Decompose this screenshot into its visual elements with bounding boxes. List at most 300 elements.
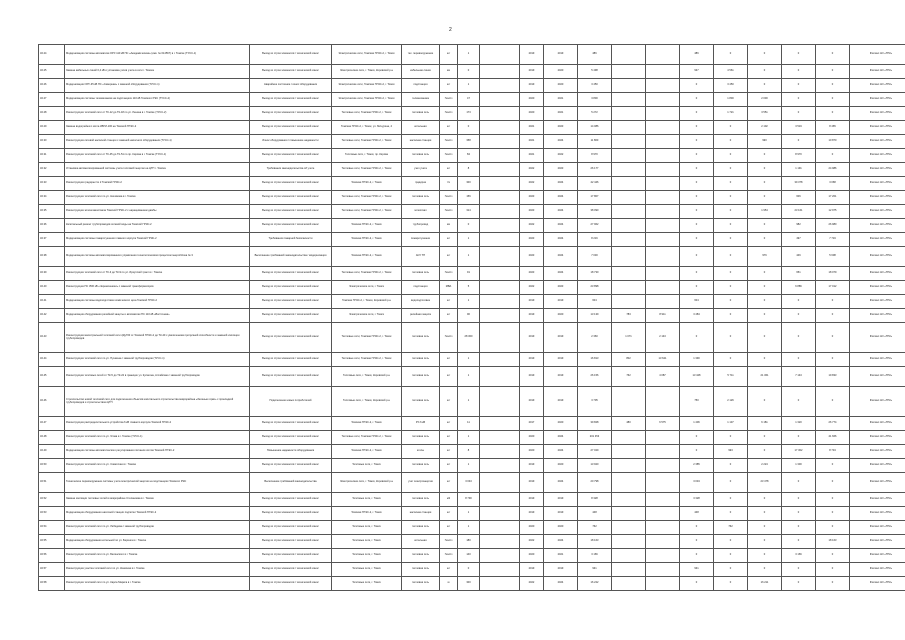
cell-spacer <box>480 549 520 563</box>
cell-v2 <box>612 577 646 591</box>
cell-sub: тех. перевооружение <box>402 45 440 65</box>
cell-name: Реконструкция тепловой сети по ул. Лебедева с заменой трубопроводов <box>65 521 250 535</box>
cell-v6: 0 <box>748 295 782 309</box>
cell-v2: 762 <box>612 367 646 387</box>
cell-v6: 0 <box>748 233 782 247</box>
cell-basis: Подключение новых потребителей <box>250 387 332 417</box>
cell-sub: тепловая сеть <box>402 191 440 205</box>
cell-v2 <box>612 45 646 65</box>
cell-v2 <box>612 149 646 163</box>
cell-qty: 5 <box>458 281 480 295</box>
cell-v8: 0 <box>816 309 850 323</box>
cell-qty: 1 <box>458 353 480 367</box>
cell-v4: 1 406 <box>680 417 714 431</box>
cell-v7: 982 <box>782 219 816 233</box>
cell-resp: Филиал АО «ТРК» <box>850 79 905 93</box>
table-row <box>39 247 905 267</box>
cell-spacer <box>480 535 520 549</box>
cell-resp: Филиал АО «ТРК» <box>850 507 905 521</box>
cell-v4: 0 <box>680 177 714 191</box>
cell-v4: 0 <box>680 549 714 563</box>
cell-spacer <box>480 493 520 507</box>
table-row <box>39 219 905 233</box>
cell-v7: 3 519 <box>782 121 816 135</box>
table-row <box>39 121 905 135</box>
cell-resp: Филиал АО «ТРК» <box>850 121 905 135</box>
cell-spacer <box>480 459 520 473</box>
cell-v5: 0 <box>714 45 748 65</box>
cell-v7: 606 <box>782 191 816 205</box>
cell-v5: 0 <box>714 459 748 473</box>
cell-v3 <box>646 281 680 295</box>
cell-v4: 0 <box>680 191 714 205</box>
table-row <box>39 191 905 205</box>
cell-v5: 0 <box>714 191 748 205</box>
cell-v6: 976 <box>748 247 782 267</box>
cell-v1: 762 <box>578 521 612 535</box>
cell-v8: 0 <box>816 149 850 163</box>
cell-basis: Выход из строя элементов / технический износ <box>250 309 332 323</box>
cell-spacer <box>480 577 520 591</box>
cell-basis: Выход из строя элементов / технический износ <box>250 367 332 387</box>
cell-sub: тепловая сеть <box>402 367 440 387</box>
cell-v6: 0 <box>748 177 782 191</box>
cell-start: 2023 <box>520 233 544 247</box>
cell-start: 2022 <box>520 281 544 295</box>
cell-v2 <box>612 535 646 549</box>
cell-v2 <box>612 135 646 149</box>
cell-v5: 0 <box>714 247 748 267</box>
cell-end: 2023 <box>544 121 578 135</box>
cell-v6: 0 <box>748 281 782 295</box>
cell-location: Тепловые сети, Томская ГРЭС-2, г. Томск <box>332 191 402 205</box>
cell-qty: 156 <box>458 191 480 205</box>
cell-sub: пожаротушение <box>402 233 440 247</box>
cell-name: Техническое перевооружение системы учета электрической энергии на подстанциях Томского РЭС <box>65 473 250 493</box>
cell-start: 2019 <box>520 459 544 473</box>
cell-qty: 1 <box>458 45 480 65</box>
table-row <box>39 535 905 549</box>
cell-end: 2024 <box>544 445 578 459</box>
cell-v5: 0 <box>714 535 748 549</box>
cell-basis: Выход из строя элементов / технический износ <box>250 431 332 445</box>
cell-v8: 5 608 <box>816 247 850 267</box>
cell-end: 2020 <box>544 65 578 79</box>
cell-v4: 3 034 <box>680 473 714 493</box>
cell-basis: Выход из строя элементов / технический износ <box>250 549 332 563</box>
cell-v3 <box>646 549 680 563</box>
cell-sub: тепловая сеть <box>402 267 440 281</box>
cell-id: 32.41 <box>39 295 65 309</box>
cell-start: 2019 <box>520 493 544 507</box>
cell-v5: 5 711 <box>714 367 748 387</box>
cell-v8: 0 <box>816 323 850 353</box>
cell-start: 2022 <box>520 163 544 177</box>
cell-v8: 0 <box>816 353 850 367</box>
cell-unit: шт <box>440 459 458 473</box>
cell-v5: 0 <box>714 149 748 163</box>
cell-unit: м3 <box>440 493 458 507</box>
cell-qty: 1 <box>458 387 480 417</box>
cell-unit: шт <box>440 417 458 431</box>
cell-id: 32.38 <box>39 247 65 267</box>
cell-qty: 11 <box>458 417 480 431</box>
cell-start: 2019 <box>520 507 544 521</box>
cell-v8: 19 833 <box>816 367 850 387</box>
cell-v6: 21 361 <box>748 367 782 387</box>
cell-v7: 23 161 <box>782 205 816 219</box>
cell-v8: 0 <box>816 493 850 507</box>
cell-v6: 0 <box>748 445 782 459</box>
cell-v5: 0 <box>714 121 748 135</box>
cell-v7: 446 <box>782 247 816 267</box>
cell-location: Томская ГРЭС-2, г. Томск, ул. Мичурина, 4 <box>332 121 402 135</box>
cell-v6: 0 <box>748 323 782 353</box>
cell-v7: 6 886 <box>782 281 816 295</box>
cell-v3 <box>646 65 680 79</box>
cell-resp: Филиал АО «ТРК» <box>850 65 905 79</box>
cell-location: Тепловые сети, Томская ГРЭС-2, г. Томск <box>332 431 402 445</box>
cell-v5: 0 <box>714 219 748 233</box>
cell-sub: тепловая сеть <box>402 493 440 507</box>
table-row <box>39 323 905 353</box>
cell-unit: шт <box>440 309 458 323</box>
cell-v2 <box>612 107 646 121</box>
cell-v8: 12 975 <box>816 205 850 219</box>
cell-unit: т/ч <box>440 177 458 191</box>
cell-sub: тепловая сеть <box>402 577 440 591</box>
cell-id: 32.50 <box>39 459 65 473</box>
cell-resp: Филиал АО «ТРК» <box>850 445 905 459</box>
cell-name: Реконструкция золошлакоотвала Томской ГРЭС-2 с наращиванием дамбы <box>65 205 250 219</box>
cell-end: 2021 <box>544 549 578 563</box>
cell-v2 <box>612 163 646 177</box>
cell-v8: 0 <box>816 577 850 591</box>
cell-v2 <box>612 65 646 79</box>
cell-name: Реконструкция тепловой сети по ул. Пушкина с заменой трубопроводов (ТУСС-1) <box>65 353 250 367</box>
cell-name: Замена водогрейного котла КВГМ-100 на Томской ГРЭС-2 <box>65 121 250 135</box>
cell-v1: 26 177 <box>578 163 612 177</box>
cell-end: 2019 <box>544 323 578 353</box>
cell-location: Электрические сети, г. Томск, Кировский р-н <box>332 65 402 79</box>
cell-v8: 0 <box>816 507 850 521</box>
cell-v3 <box>646 107 680 121</box>
cell-name: Реконструкция ПС 35/6 кВ «Черемошники» с заменой трансформаторов <box>65 281 250 295</box>
cell-v3 <box>646 163 680 177</box>
cell-v1: 18 163 <box>578 535 612 549</box>
cell-spacer <box>480 163 520 177</box>
cell-unit: шт <box>440 45 458 65</box>
cell-start: 2020 <box>520 521 544 535</box>
cell-start: 2022 <box>520 535 544 549</box>
cell-resp: Филиал АО «ТРК» <box>850 387 905 417</box>
cell-location: Электрические сети, г. Томск <box>332 309 402 323</box>
cell-spacer <box>480 417 520 431</box>
cell-end: 2019 <box>544 387 578 417</box>
cell-v1: 16 813 <box>578 353 612 367</box>
cell-qty: 173 <box>458 107 480 121</box>
cell-name: Модернизация системы автоматики ОРУ-110 кВ ПС «Академическая» (инв. № 014567) в г. Томске (ТУСС-1) <box>65 45 250 65</box>
cell-spacer <box>480 431 520 445</box>
cell-v7: 0 <box>782 535 816 549</box>
cell-v7: 651 <box>782 267 816 281</box>
cell-location: Томская ГРЭС-2, г. Томск <box>332 445 402 459</box>
cell-id: 32.56 <box>39 549 65 563</box>
cell-name: Модернизация системы водоподготовки химического цеха Томской ГРЭС-2 <box>65 295 250 309</box>
cell-unit: шт <box>440 521 458 535</box>
cell-v5: 1 137 <box>714 417 748 431</box>
cell-basis: Аварийное состояние / износ оборудования <box>250 79 332 93</box>
table-row <box>39 459 905 473</box>
cell-v4: 3 328 <box>680 493 714 507</box>
cell-basis: Выход из строя элементов / технический износ <box>250 295 332 309</box>
table-row <box>39 65 905 79</box>
cell-resp: Филиал АО «ТРК» <box>850 417 905 431</box>
cell-unit: шт <box>440 79 458 93</box>
cell-resp: Филиал АО «ТРК» <box>850 563 905 577</box>
cell-qty: 3 043 <box>458 473 480 493</box>
cell-resp: Филиал АО «ТРК» <box>850 163 905 177</box>
cell-sub: тепловая сеть <box>402 323 440 353</box>
cell-v3 <box>646 233 680 247</box>
cell-sub: узел учета <box>402 163 440 177</box>
cell-v8: 0 <box>816 521 850 535</box>
cell-spacer <box>480 267 520 281</box>
cell-v6: 23 478 <box>748 473 782 493</box>
cell-resp: Филиал АО «ТРК» <box>850 135 905 149</box>
cell-resp: Филиал АО «ТРК» <box>850 493 905 507</box>
cell-end: 2020 <box>544 417 578 431</box>
cell-start: 2019 <box>520 353 544 367</box>
cell-basis: Выход из строя элементов / технический износ <box>250 177 332 191</box>
cell-basis: Выход из строя элементов / технический износ <box>250 577 332 591</box>
cell-location: Тепловые сети, г. Томск <box>332 563 402 577</box>
table-row <box>39 93 905 107</box>
cell-end: 2019 <box>544 45 578 65</box>
cell-v7: 0 <box>782 65 816 79</box>
cell-v5: 0 <box>714 309 748 323</box>
cell-v5: 0 <box>714 493 748 507</box>
cell-sub: насосная станция <box>402 135 440 149</box>
table-row <box>39 107 905 121</box>
cell-name: Реконструкция участка тепловой сети по ул. Киевская в г. Томске <box>65 563 250 577</box>
cell-sub: водоподготовка <box>402 295 440 309</box>
table-body <box>39 45 905 591</box>
cell-unit: шт <box>440 353 458 367</box>
cell-v1: 27 029 <box>578 445 612 459</box>
cell-start: 2019 <box>520 65 544 79</box>
cell-start: 2019 <box>520 295 544 309</box>
cell-unit: шт <box>440 247 458 267</box>
cell-location: Тепловые сети, г. Томск <box>332 535 402 549</box>
cell-name: Реконструкция сетевой насосной станции с заменой насосного оборудования (ТУСС-1) <box>65 135 250 149</box>
cell-basis: Выход из строя элементов / технический износ <box>250 323 332 353</box>
cell-resp: Филиал АО «ТРК» <box>850 267 905 281</box>
cell-sub: тепловая сеть <box>402 107 440 121</box>
cell-v3 <box>646 219 680 233</box>
cell-unit: шт <box>440 163 458 177</box>
cell-end: 2024 <box>544 267 578 281</box>
cell-sub: тепловая сеть <box>402 387 440 417</box>
cell-end: 2019 <box>544 353 578 367</box>
cell-location: Электрические сети, Томская ГРЭС-2, г. Томск <box>332 79 402 93</box>
cell-end: 2020 <box>544 459 578 473</box>
cell-basis: Выход из строя элементов / технический износ <box>250 121 332 135</box>
cell-resp: Филиал АО «ТРК» <box>850 521 905 535</box>
cell-id: 32.57 <box>39 563 65 577</box>
cell-v1: 14 086 <box>578 121 612 135</box>
cell-id: 32.30 <box>39 135 65 149</box>
cell-resp: Филиал АО «ТРК» <box>850 431 905 445</box>
cell-v3 <box>646 473 680 493</box>
cell-name: Модернизация оборудования котельной по ул. Беринга в г. Томске <box>65 535 250 549</box>
cell-qty: 1 <box>458 431 480 445</box>
cell-v6: 6 181 <box>748 417 782 431</box>
cell-name: Реконструкция тепловой сети от ТК-45 до ТК-51 по пр. Кирова в г. Томске (ТУСС-1) <box>65 149 250 163</box>
cell-basis: Выход из строя элементов / технический износ <box>250 267 332 281</box>
cell-unit: шт <box>440 295 458 309</box>
cell-basis: Выполнение требований законодательства / модернизация <box>250 247 332 267</box>
cell-v1: 3 450 <box>578 79 612 93</box>
cell-v2: 480 <box>612 417 646 431</box>
cell-sub: тепловая сеть <box>402 563 440 577</box>
cell-v3 <box>646 205 680 219</box>
cell-basis: Выход из строя элементов / технический износ <box>250 493 332 507</box>
cell-id: 32.36 <box>39 219 65 233</box>
cell-v2 <box>612 549 646 563</box>
cell-id: 32.47 <box>39 417 65 431</box>
cell-v8: 0 <box>816 459 850 473</box>
cell-id: 32.49 <box>39 445 65 459</box>
cell-v6: 2 102 <box>748 121 782 135</box>
cell-name: Реконструкция тепловой сети от ТК-3 до ТК-9 по ул. Иркутский тракт в г. Томске <box>65 267 250 281</box>
cell-id: 32.44 <box>39 353 65 367</box>
cell-name: Модернизация оборудования насосной станции подпитки Томской ГРЭС-2 <box>65 507 250 521</box>
cell-v7: 0 <box>782 323 816 353</box>
cell-v6: 16 211 <box>748 577 782 591</box>
cell-v2 <box>612 387 646 417</box>
cell-qty: 1 <box>458 507 480 521</box>
cell-v8: 0 <box>816 295 850 309</box>
cell-location: Томская ГРЭС-2, г. Томск <box>332 247 402 267</box>
cell-v1: 931 <box>578 563 612 577</box>
cell-v7: 0 <box>782 295 816 309</box>
cell-v3: 13 621 <box>646 353 680 367</box>
cell-start: 2019 <box>520 387 544 417</box>
cell-id: 32.28 <box>39 107 65 121</box>
cell-v6: 2 224 <box>748 459 782 473</box>
cell-v8: 8 465 <box>816 121 850 135</box>
cell-v4: 0 <box>680 247 714 267</box>
cell-v5: 0 <box>714 577 748 591</box>
cell-end: 2019 <box>544 507 578 521</box>
cell-basis: Выход из строя элементов / технический износ <box>250 563 332 577</box>
cell-location: Электрические сети, г. Томск <box>332 281 402 295</box>
cell-v4: 0 <box>680 107 714 121</box>
cell-v6: 0 <box>748 219 782 233</box>
cell-resp: Филиал АО «ТРК» <box>850 323 905 353</box>
cell-v3 <box>646 493 680 507</box>
cell-v7: 17 302 <box>782 445 816 459</box>
cell-location: Тепловые сети, г. Томск, Кировский р-н <box>332 367 402 387</box>
cell-spacer <box>480 281 520 295</box>
cell-unit: Гкал/ч <box>440 205 458 219</box>
cell-v3: 2 143 <box>646 323 680 353</box>
cell-v5: 0 <box>714 267 748 281</box>
cell-start: 2023 <box>520 205 544 219</box>
cell-sub: котельная <box>402 535 440 549</box>
cell-v8: 0 <box>816 79 850 93</box>
cell-v5: 0 <box>714 205 748 219</box>
cell-v4: 13 428 <box>680 367 714 387</box>
cell-v3 <box>646 79 680 93</box>
cell-sub: котлы <box>402 445 440 459</box>
cell-end: 2020 <box>544 521 578 535</box>
cell-basis: Выход из строя элементов / технический износ <box>250 93 332 107</box>
cell-name: Строительство новой тепловой сети для подключения объектов капитального строительства микрорайона «Зеленые горки» с прокладкой трубопроводов и строительством ЦТП <box>65 387 250 417</box>
cell-name: Реконструкция магистральной тепловой сети 2Ду700 от Томской ГРЭС-2 до ТК-40 с увеличением пропускной способности и заменой изоляции трубопроводов <box>65 323 250 353</box>
cell-v3 <box>646 177 680 191</box>
cell-qty: 1 <box>458 367 480 387</box>
cell-v7: 0 <box>782 135 816 149</box>
cell-start: 2022 <box>520 219 544 233</box>
cell-location: Тепловые сети, г. Томск, Кировский р-н <box>332 387 402 417</box>
cell-v6: 3 551 <box>748 107 782 121</box>
cell-name: Реконструкция тепловой сети по ул. Нахимова в г. Томске <box>65 191 250 205</box>
cell-v8: 0 <box>816 549 850 563</box>
cell-qty: 90 <box>458 309 480 323</box>
cell-unit: шт <box>440 367 458 387</box>
cell-resp: Филиал АО «ТРК» <box>850 219 905 233</box>
cell-location: Тепловые сети, Томская ГРЭС-2, г. Томск <box>332 323 402 353</box>
cell-location: Томская ГРЭС-2, г. Томск <box>332 417 402 431</box>
cell-v6: 0 <box>748 521 782 535</box>
cell-qty: 0 <box>458 65 480 79</box>
cell-location: Томская ГРЭС-2, г. Томск <box>332 177 402 191</box>
cell-v7: 0 <box>782 93 816 107</box>
cell-start: 2020 <box>520 93 544 107</box>
table-row <box>39 445 905 459</box>
cell-v1: 2 360 <box>578 323 612 353</box>
cell-id: 32.55 <box>39 535 65 549</box>
cell-sub: тепловая сеть <box>402 149 440 163</box>
cell-spacer <box>480 135 520 149</box>
cell-basis: Выход из строя элементов / технический износ <box>250 65 332 79</box>
cell-qty: 1 <box>458 459 480 473</box>
cell-location: Тепловые сети, Томская ГРЭС-2, г. Томск <box>332 107 402 121</box>
cell-v4: 486 <box>680 45 714 65</box>
cell-v8: 10 870 <box>816 135 850 149</box>
cell-v8: 8 734 <box>816 445 850 459</box>
cell-v5: 0 <box>714 177 748 191</box>
cell-unit: шт <box>440 121 458 135</box>
cell-basis: Выход из строя элементов / технический износ <box>250 417 332 431</box>
cell-v1: 38 090 <box>578 205 612 219</box>
cell-unit: Гкал/ч <box>440 135 458 149</box>
cell-name: Реконструкция тепловых сетей от ТК-5 до ТК-22 в границах ул. Кулагина, Алтайская с заменой трубопроводов <box>65 367 250 387</box>
cell-v8: 0 <box>816 45 850 65</box>
table-row <box>39 417 905 431</box>
cell-location: Тепловые сети, Томская ГРЭС-2, г. Томск <box>332 353 402 367</box>
table-row <box>39 493 905 507</box>
cell-sub: тепловая сеть <box>402 431 440 445</box>
cell-v4: 0 <box>680 233 714 247</box>
cell-v2 <box>612 445 646 459</box>
cell-unit: шт <box>440 387 458 417</box>
cell-resp: Филиал АО «ТРК» <box>850 45 905 65</box>
cell-v6: 0 <box>748 45 782 65</box>
cell-id: 32.51 <box>39 473 65 493</box>
